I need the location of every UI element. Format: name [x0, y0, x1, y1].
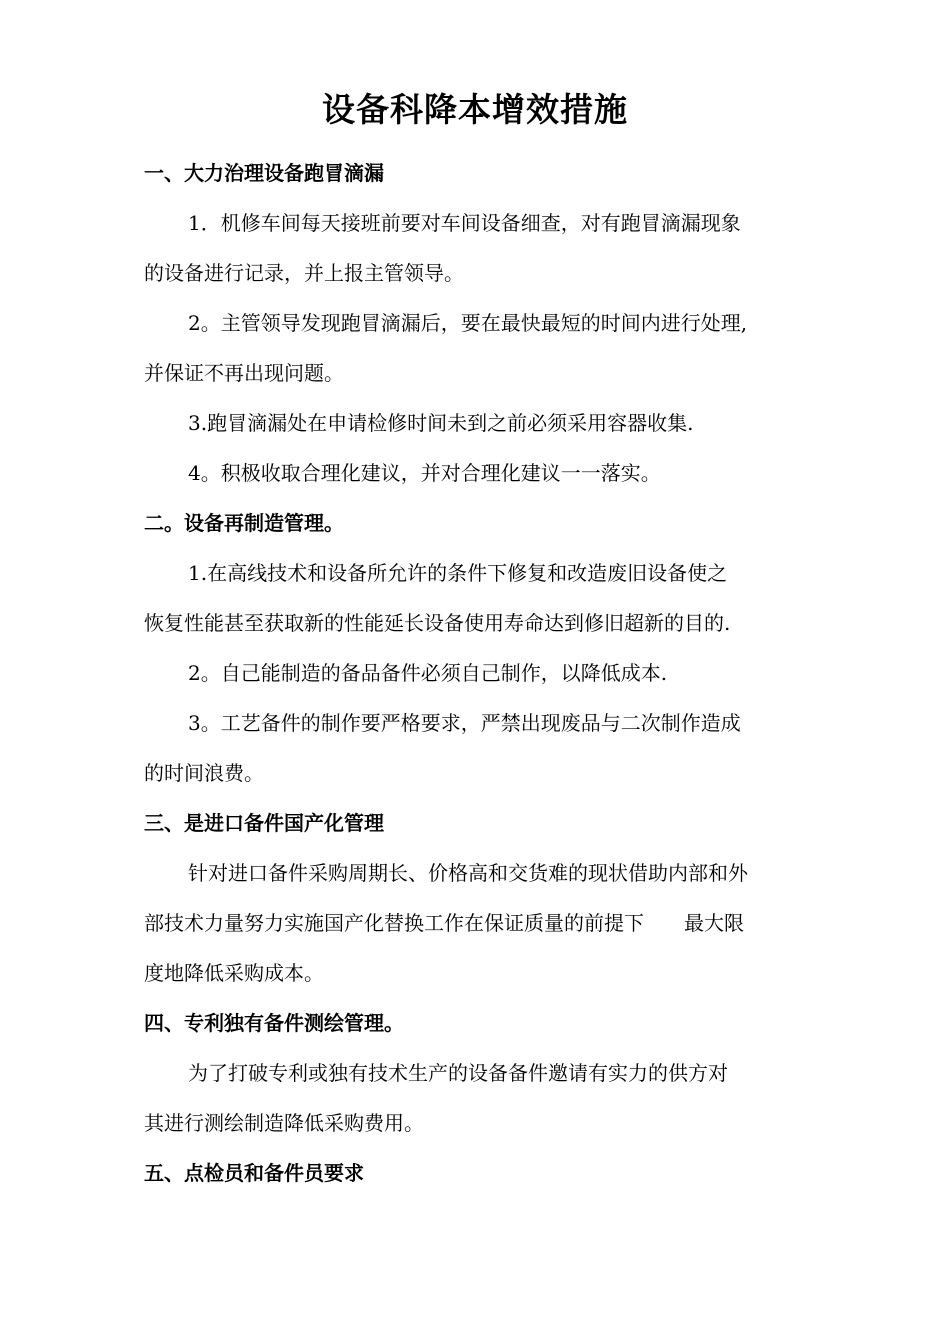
paragraph-line: 部技术力量努力实施国产化替换工作在保证质量的前提下 最大限 — [144, 911, 744, 935]
paragraph — [144, 298, 808, 398]
paragraph-line: 的时间浪费。 — [144, 761, 264, 785]
section-heading: 一、大力治理设备跑冒滴漏 — [144, 161, 384, 185]
section-heading: 四、专利独有备件测绘管理。 — [144, 1011, 404, 1035]
paragraph — [144, 398, 808, 448]
section-heading: 三、是进口备件国产化管理 — [144, 811, 384, 835]
paragraph-line: 4。积极收取合理化建议，并对合理化建议一一落实。 — [188, 461, 661, 485]
paragraph — [144, 698, 808, 798]
paragraph — [144, 648, 808, 698]
section-heading: 二。设备再制造管理。 — [144, 511, 344, 535]
document-body — [144, 148, 808, 1198]
paragraph-line: 度地降低采购成本。 — [144, 961, 324, 985]
paragraph-line: 的设备进行记录，并上报主管领导。 — [144, 261, 464, 285]
paragraph-line: 恢复性能甚至获取新的性能延长设备使用寿命达到修旧超新的目的. — [144, 611, 731, 635]
paragraph-line: 3。工艺备件的制作要严格要求，严禁出现废品与二次制作造成 — [188, 711, 741, 735]
paragraph-line: 并保证不再出现问题。 — [144, 361, 344, 385]
paragraph-line: 2。自己能制造的备品备件必须自己制作，以降低成本. — [188, 661, 668, 685]
paragraph-line: 针对进口备件采购周期长、价格高和交货难的现状借助内部和外 — [188, 861, 748, 885]
paragraph — [144, 848, 808, 998]
paragraph-line: 3.跑冒滴漏处在申请检修时间未到之前必须采用容器收集. — [188, 411, 694, 435]
paragraph — [144, 198, 808, 298]
paragraph — [144, 1048, 808, 1148]
paragraph-line: 为了打破专利或独有技术生产的设备备件邀请有实力的供方对 — [188, 1061, 728, 1085]
paragraph-line: 其进行测绘制造降低采购费用。 — [144, 1111, 424, 1135]
document-title: 设备科降本增效措施 — [322, 90, 628, 129]
paragraph — [144, 448, 808, 498]
paragraph-line: 2。主管领导发现跑冒滴漏后，要在最快最短的时间内进行处理, — [188, 311, 748, 335]
paragraph-line: 1.在高线技术和设备所允许的条件下修复和改造废旧设备使之 — [188, 561, 728, 585]
paragraph — [144, 548, 808, 648]
section-heading: 五、点检员和备件员要求 — [144, 1161, 364, 1185]
paragraph-line: 1．机修车间每天接班前要对车间设备细查，对有跑冒滴漏现象 — [188, 211, 741, 235]
